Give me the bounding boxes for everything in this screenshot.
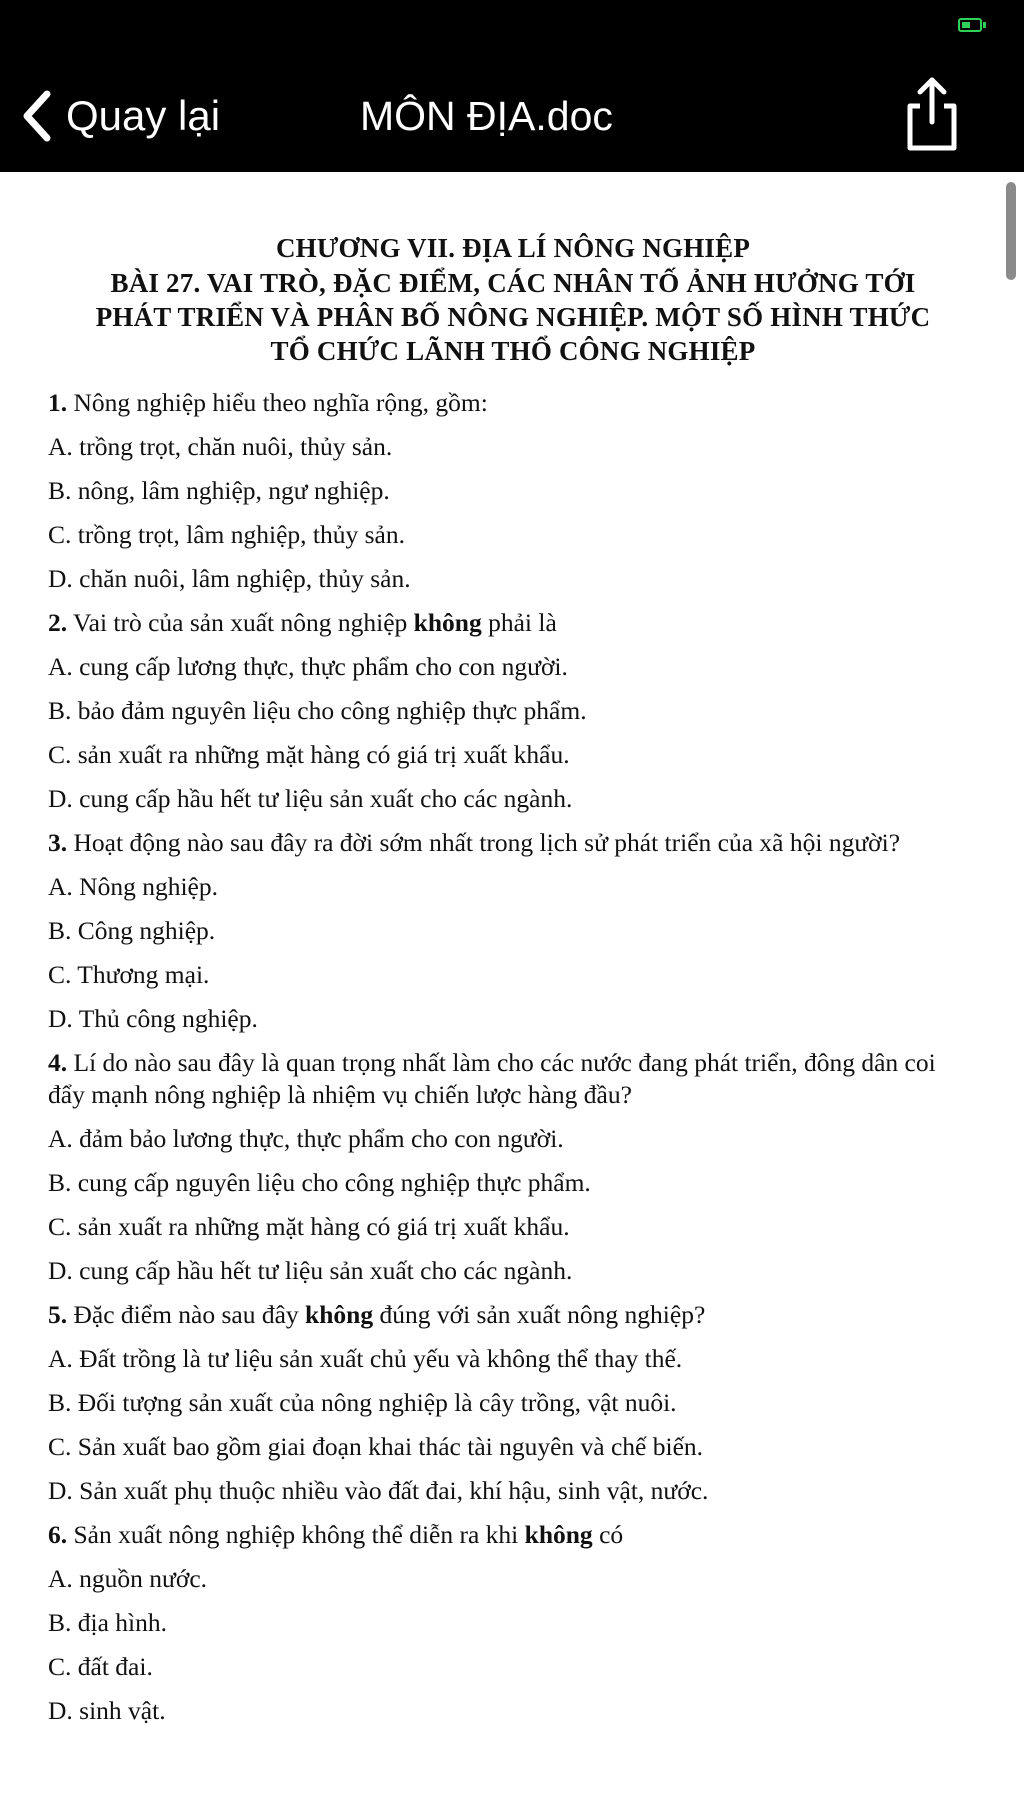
question-5 [48,1294,978,1338]
chevron-left-icon [22,90,52,142]
answer-option: D. cung cấp hầu hết tư liệu sản xuất cho các ngành. [48,1256,573,1285]
answer-option: D. Sản xuất phụ thuộc nhiều vào đất đai, khí hậu, sinh vật, nước. [48,1476,709,1505]
question-3 [48,822,978,866]
lesson-title [48,266,978,368]
question-text: Hoạt động nào sau đây ra đời sớm nhất trong lịch sử phát triển của xã hội người? [67,828,901,857]
share-icon [900,72,964,152]
question-number: 5. [48,1300,68,1329]
answer-option: A. Đất trồng là tư liệu sản xuất chủ yếu và không thể thay thế. [48,1344,683,1373]
answer-option: B. địa hình. [48,1608,167,1637]
battery-icon [958,16,988,33]
emphasis-text: không [524,1520,593,1549]
question-text: Vai trò của sản xuất nông nghiệp [67,608,414,637]
answer-option: B. cung cấp nguyên liệu cho công nghiệp thực phẩm. [48,1168,591,1197]
back-button[interactable] [22,86,220,146]
question-text: Đặc điểm nào sau đây [67,1300,306,1329]
question-text: đúng với sản xuất nông nghiệp? [373,1300,706,1329]
question-list [48,382,978,1734]
question-4 [48,1042,978,1118]
question-text: phải là [481,608,557,637]
question-text: Nông nghiệp hiểu theo nghĩa rộng, gồm: [67,388,488,417]
lesson-title-line: PHÁT TRIỂN VÀ PHÂN BỐ NÔNG NGHIỆP. MỘT SỐ HÌNH THỨC [95,302,931,332]
emphasis-text: không [413,608,482,637]
share-button[interactable] [900,72,964,152]
answer-option: C. Thương mại. [48,960,210,989]
answer-option: C. Sản xuất bao gồm giai đoạn khai thác tài nguyên và chế biến. [48,1432,704,1461]
lesson-title-line: BÀI 27. VAI TRÒ, ĐẶC ĐIỂM, CÁC NHÂN TỐ ẢNH HƯỞNG TỚI [110,268,916,298]
question-number: 1. [48,388,68,417]
answer-option: D. cung cấp hầu hết tư liệu sản xuất cho các ngành. [48,784,573,813]
answer-option: B. Đối tượng sản xuất của nông nghiệp là cây trồng, vật nuôi. [48,1388,677,1417]
answer-option: B. Công nghiệp. [48,916,216,945]
document-content [48,230,978,1734]
answer-option: C. đất đai. [48,1652,153,1681]
lesson-title-line: TỔ CHỨC LÃNH THỔ CÔNG NGHIỆP [270,336,756,366]
question-number: 4. [48,1048,68,1077]
back-label: Quay lại [66,92,221,139]
answer-option: D. sinh vật. [48,1696,166,1725]
answer-option: C. sản xuất ra những mặt hàng có giá trị xuất khẩu. [48,1212,570,1241]
answer-option: A. đảm bảo lương thực, thực phẩm cho con người. [48,1124,564,1153]
answer-option: D. chăn nuôi, lâm nghiệp, thủy sản. [48,564,411,593]
question-number: 6. [48,1520,68,1549]
navigation-bar [0,0,1024,172]
answer-option: A. nguồn nước. [48,1564,208,1593]
document-title: MÔN ĐỊA.doc [360,93,613,139]
answer-option: D. Thủ công nghiệp. [48,1004,258,1033]
answer-option: B. bảo đảm nguyên liệu cho công nghiệp thực phẩm. [48,696,587,725]
answer-option: C. sản xuất ra những mặt hàng có giá trị xuất khẩu. [48,740,570,769]
chapter-title: CHƯƠNG VII. ĐỊA LÍ NÔNG NGHIỆP [275,233,751,263]
answer-option: C. trồng trọt, lâm nghiệp, thủy sản. [48,520,405,549]
question-number: 3. [48,828,68,857]
emphasis-text: không [305,1300,374,1329]
answer-option: B. nông, lâm nghiệp, ngư nghiệp. [48,476,390,505]
question-1 [48,382,978,426]
question-2 [48,602,978,646]
question-6 [48,1514,978,1558]
question-number: 2. [48,608,68,637]
answer-option: A. Nông nghiệp. [48,872,218,901]
scrollbar-thumb[interactable] [1006,182,1016,280]
question-text: Lí do nào sau đây là quan trọng nhất làm cho các nước đang phát triển, đông dân coi đẩy mạnh nông nghiệp là nhiệm vụ chiến lược hàng đầu? [48,1048,936,1109]
question-text: có [592,1520,624,1549]
answer-option: A. cung cấp lương thực, thực phẩm cho con người. [48,652,568,681]
answer-option: A. trồng trọt, chăn nuôi, thủy sản. [48,432,393,461]
question-text: Sản xuất nông nghiệp không thể diễn ra khi [67,1520,525,1549]
